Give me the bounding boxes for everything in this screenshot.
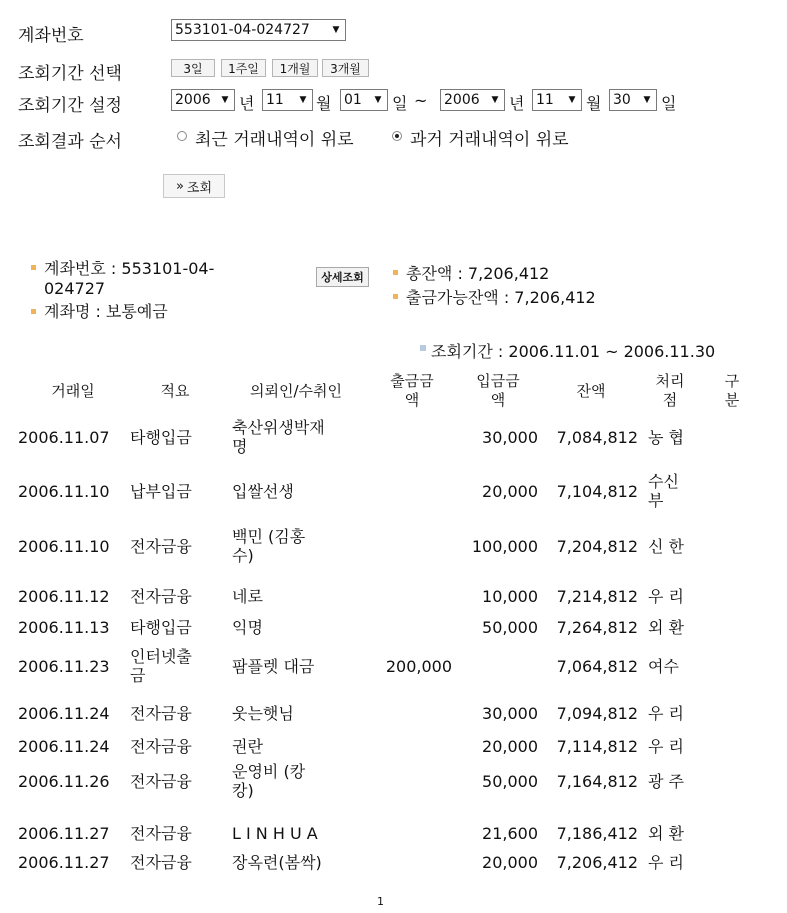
cell-date: 2006.11.10: [18, 481, 110, 501]
cell-date: 2006.11.23: [18, 656, 110, 676]
bullet-icon: [393, 294, 398, 299]
cell-balance: 7,186,412: [556, 823, 638, 843]
chevron-down-icon[interactable]: ▼: [299, 95, 307, 105]
cell-date: 2006.11.27: [18, 823, 110, 843]
cell-memo: 전자금융: [130, 536, 192, 556]
account-select-value: 553101-04-024727: [175, 22, 310, 38]
cell-date: 2006.11.24: [18, 703, 110, 723]
chevron-down-icon[interactable]: ▼: [568, 95, 576, 105]
account-name: 계좌명 : 보통예금: [44, 302, 168, 321]
bullet-icon: [393, 270, 398, 275]
cell-date: 2006.11.26: [18, 771, 110, 791]
cell-balance: 7,206,412: [556, 852, 638, 872]
cell-memo: 전자금융: [130, 736, 192, 756]
cell-party: 장옥련(봄싹): [232, 852, 322, 872]
start-day-value: 01: [344, 92, 362, 108]
cell-party: 네로: [232, 586, 263, 606]
cell-date: 2006.11.07: [18, 427, 110, 447]
cell-withdraw: [370, 608, 452, 646]
cell-branch: 신 한: [648, 536, 684, 556]
cell-withdraw: [370, 527, 452, 565]
cell-branch: 농 협: [648, 427, 684, 447]
cell-date: 2006.11.27: [18, 852, 110, 872]
month-unit: 월: [316, 94, 332, 113]
cell-deposit: 20,000: [482, 736, 538, 756]
cell-branch: 우 리: [648, 852, 684, 872]
cell-memo: 전자금융: [130, 771, 192, 791]
end-year-value: 2006: [444, 92, 480, 108]
cell-party: L I N H U A: [232, 823, 318, 843]
cell-withdraw: [370, 418, 452, 456]
cell-date: 2006.11.24: [18, 736, 110, 756]
chevron-down-icon[interactable]: ▼: [491, 95, 499, 105]
cell-withdraw: [370, 762, 452, 800]
cell-deposit: 50,000: [482, 617, 538, 637]
query-period: 조회기간 : 2006.11.01 ~ 2006.11.30: [431, 342, 716, 361]
month-unit: 월: [586, 94, 602, 113]
cell-deposit: 10,000: [482, 586, 538, 606]
cell-memo: 타행입금: [130, 427, 192, 447]
end-day-value: 30: [613, 92, 631, 108]
cell-branch: 외 환: [648, 617, 684, 637]
chevron-down-icon[interactable]: ▼: [332, 25, 340, 35]
start-month-select[interactable]: [262, 89, 313, 111]
cell-party: 운영비 (캉 캉): [232, 762, 306, 800]
cell-memo: 납부입금: [130, 481, 192, 501]
order-past-radio[interactable]: [392, 131, 402, 141]
cell-withdraw: 200,000: [385, 656, 452, 676]
period-3months-button[interactable]: 3개월: [322, 59, 369, 77]
page-number: 1: [377, 895, 384, 908]
cell-memo: 전자금융: [130, 586, 192, 606]
cell-memo: 타행입금: [130, 617, 192, 637]
cell-date: 2006.11.12: [18, 586, 110, 606]
end-day-select[interactable]: [609, 89, 657, 111]
detail-view-button[interactable]: 상세조회: [316, 267, 369, 287]
cell-memo: 전자금융: [130, 823, 192, 843]
cell-deposit: 100,000: [471, 536, 538, 556]
cell-deposit: 50,000: [482, 771, 538, 791]
account-number-line2: 024727: [44, 279, 106, 298]
end-year-select[interactable]: [440, 89, 505, 111]
start-year-select[interactable]: [171, 89, 235, 111]
day-unit: 일: [392, 94, 408, 113]
header-deposit: 입금금 액: [476, 372, 520, 409]
start-day-select[interactable]: [340, 89, 388, 111]
header-memo: 적요: [160, 382, 190, 400]
order-recent-label[interactable]: 최근 거래내역이 위로: [195, 130, 354, 150]
cell-balance: 7,064,812: [556, 656, 638, 676]
cell-withdraw: [370, 843, 452, 881]
header-party: 의뢰인/수취인: [250, 382, 342, 400]
cell-date: 2006.11.13: [18, 617, 110, 637]
cell-deposit: 20,000: [482, 852, 538, 872]
cell-branch: 외 환: [648, 823, 684, 843]
chevron-down-icon[interactable]: ▼: [221, 95, 229, 105]
total-balance: 총잔액 : 7,206,412: [406, 264, 550, 283]
available-balance: 출금가능잔액 : 7,206,412: [406, 288, 596, 307]
cell-branch: 우 리: [648, 703, 684, 723]
cell-balance: 7,104,812: [556, 481, 638, 501]
chevron-down-icon[interactable]: ▼: [374, 95, 382, 105]
account-select[interactable]: [171, 19, 346, 41]
period-1week-button[interactable]: 1주일: [221, 59, 266, 77]
cell-party: 백민 (김홍 수): [232, 527, 306, 565]
cell-branch: 우 리: [648, 586, 684, 606]
period-set-label: 조회기간 설정: [18, 96, 122, 116]
range-tilde: ~: [414, 91, 428, 110]
cell-deposit: 30,000: [482, 427, 538, 447]
cell-balance: 7,264,812: [556, 617, 638, 637]
cell-memo: 전자금융: [130, 852, 192, 872]
header-type: 구 분: [724, 372, 740, 409]
order-recent-radio[interactable]: [177, 131, 187, 141]
cell-balance: 7,094,812: [556, 703, 638, 723]
cell-branch: 수신 부: [648, 472, 679, 510]
period-1month-button[interactable]: 1개월: [272, 59, 318, 77]
cell-memo: 전자금융: [130, 703, 192, 723]
cell-party: 팜플렛 대금: [232, 656, 315, 676]
period-select-label: 조회기간 선택: [18, 64, 122, 84]
period-3days-button[interactable]: 3일: [171, 59, 215, 77]
cell-balance: 7,204,812: [556, 536, 638, 556]
cell-party: 웃는햇님: [232, 703, 294, 723]
cell-deposit: 21,600: [482, 823, 538, 843]
end-month-value: 11: [536, 92, 554, 108]
cell-balance: 7,164,812: [556, 771, 638, 791]
header-withdraw: 출금금 액: [390, 372, 434, 409]
header-date: 거래일: [51, 382, 95, 400]
account-label: 계좌번호: [18, 26, 84, 46]
cell-memo: 인터넷출 금: [130, 647, 192, 685]
cell-withdraw: [370, 727, 452, 765]
chevron-down-icon[interactable]: ▼: [643, 95, 651, 105]
cell-date: 2006.11.10: [18, 536, 110, 556]
bullet-icon: [31, 309, 36, 314]
cell-branch: 우 리: [648, 736, 684, 756]
account-number-line1: 계좌번호 : 553101-04-: [44, 259, 215, 278]
start-year-value: 2006: [175, 92, 211, 108]
order-label: 조회결과 순서: [18, 132, 122, 152]
end-month-select[interactable]: [532, 89, 582, 111]
header-branch: 처리 점: [655, 372, 685, 409]
cell-balance: 7,214,812: [556, 586, 638, 606]
bullet-icon: [420, 345, 426, 351]
day-unit: 일: [661, 94, 677, 113]
year-unit: 년: [239, 94, 255, 113]
year-unit: 년: [509, 94, 525, 113]
header-balance: 잔액: [576, 382, 606, 400]
search-button[interactable]: [163, 174, 225, 198]
start-month-value: 11: [266, 92, 284, 108]
order-past-label[interactable]: 과거 거래내역이 위로: [410, 130, 569, 150]
cell-deposit: 20,000: [482, 481, 538, 501]
cell-branch: 여수: [648, 656, 679, 676]
bullet-icon: [31, 265, 36, 270]
double-chevron-icon: »: [175, 178, 184, 194]
cell-party: 입쌀선생: [232, 481, 294, 501]
cell-withdraw: [370, 472, 452, 510]
cell-party: 익명: [232, 617, 263, 637]
cell-balance: 7,084,812: [556, 427, 638, 447]
cell-branch: 광 주: [648, 771, 684, 791]
cell-party: 권란: [232, 736, 263, 756]
cell-balance: 7,114,812: [556, 736, 638, 756]
cell-deposit: [456, 647, 538, 685]
search-button-label: 조회: [186, 180, 213, 196]
cell-party: 축산위생박재 명: [232, 418, 325, 456]
cell-deposit: 30,000: [482, 703, 538, 723]
